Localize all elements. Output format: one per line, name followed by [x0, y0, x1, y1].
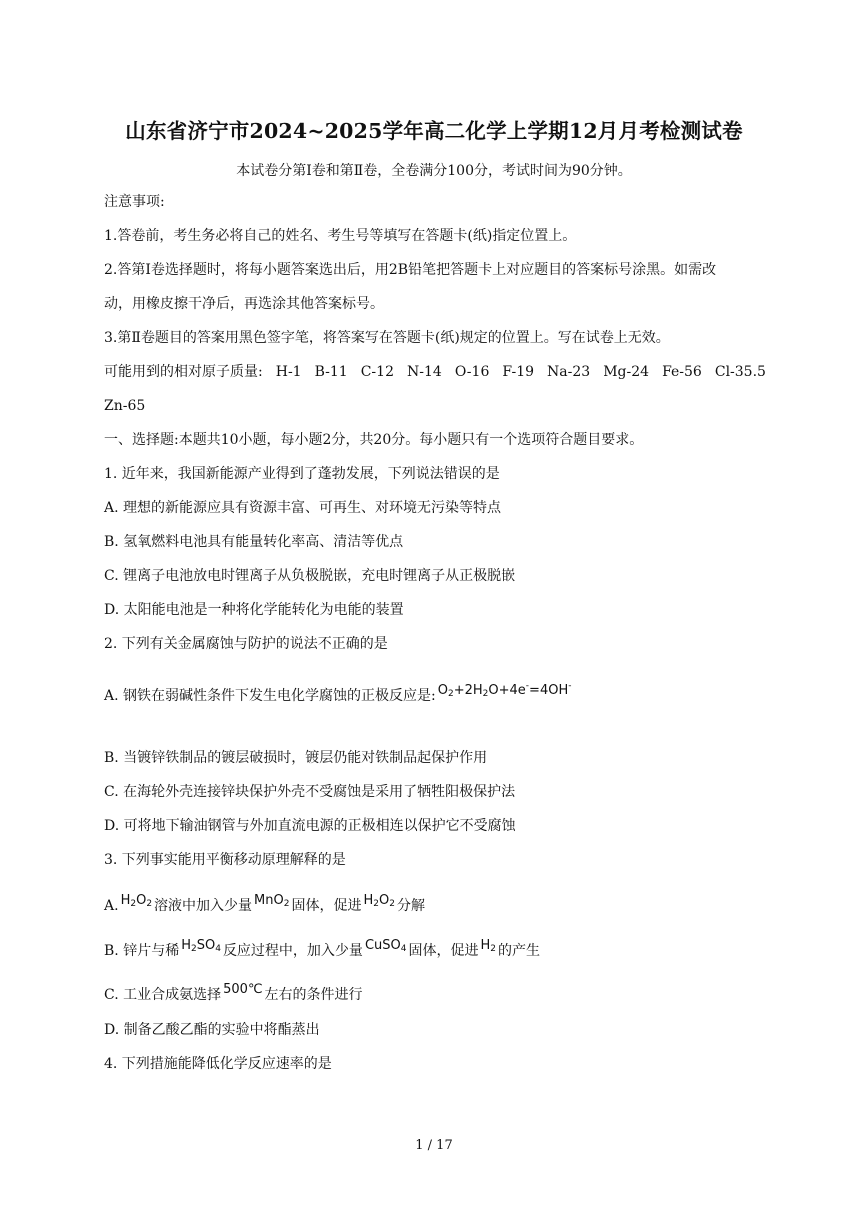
question-2-option-b: B. 当镀锌铁制品的镀层破损时，镀层仍能对铁制品起保护作用: [104, 750, 488, 766]
notice-heading: 注意事项:: [104, 194, 165, 210]
question-1-option-b: B. 氢氧燃料电池具有能量转化率高、清洁等优点: [104, 534, 404, 550]
atomic-mass-item: Fe-56: [662, 364, 702, 380]
question-3-option-c: C. 工业合成氨选择 500℃ 左右的条件进行: [104, 982, 363, 1003]
page-title: 山东省济宁市2024~2025学年高二化学上学期12月月考检测试卷: [125, 119, 743, 143]
atomic-mass-list: [104, 363, 766, 381]
atomic-mass-item: H-1: [275, 364, 302, 380]
atomic-mass-item: Cl-35.5: [714, 364, 766, 380]
question-3-option-a: A. $H_2O_2$ 溶液中加入少量 MnO$_2$ 固体，促进 $H_2O_2$ 分解: [104, 893, 425, 914]
question-3-option-d: D. 制备乙酸乙酯的实验中将酯蒸出: [104, 1022, 320, 1038]
notice-item-1: 1.答卷前，考生务必将自己的姓名、考生号等填写在答题卡(纸)指定位置上。: [104, 228, 577, 244]
formula-h2so4: $H_2SO_4$: [181, 938, 221, 954]
notice-item-2-line-2: 动，用橡皮擦干净后，再选涂其他答案标号。: [104, 296, 384, 312]
temperature-value: 500℃: [223, 982, 263, 997]
formula-h2o2: $H_2O_2$: [363, 893, 395, 909]
atomic-mass-item: Mg-24: [603, 364, 650, 380]
formula-cuso4: CuSO$_4$: [364, 938, 407, 954]
atomic-mass-item: C-12: [360, 364, 394, 380]
atomic-mass-label: 可能用到的相对原子质量:: [104, 364, 263, 380]
question-2-option-c: C. 在海轮外壳连接锌块保护外壳不受腐蚀是采用了牺牲阳极保护法: [104, 784, 516, 800]
atomic-mass-item: F-19: [502, 364, 535, 380]
atomic-mass-item: B-11: [314, 364, 348, 380]
question-2-option-d: D. 可将地下输油钢管与外加直流电源的正极相连以保护它不受腐蚀: [104, 818, 516, 834]
question-3-option-b: B. 锌片与稀 $H_2SO_4$ 反应过程中，加入少量 CuSO$_4$ 固体，促进 $H_2$ 的产生: [104, 938, 540, 959]
question-1-stem: 1. 近年来，我国新能源产业得到了蓬勃发展，下列说法错误的是: [104, 466, 500, 482]
formula-h2o2: $H_2O_2$: [120, 893, 153, 909]
notice-item-3: 3.第Ⅱ卷题目的答案用黑色签字笔，将答案写在答题卡(纸)规定的位置上。写在试卷上无效。: [104, 330, 670, 346]
cathode-reaction-formula: $O_2+2H_2O+4e^-=4OH^-$: [437, 681, 572, 699]
section-1-heading: 一、选择题:本题共10小题，每小题2分，共20分。每小题只有一个选项符合题目要求。: [104, 432, 644, 448]
formula-h2: $H_2$: [480, 938, 496, 954]
question-2-option-a: [104, 683, 573, 709]
question-1-option-d: D. 太阳能电池是一种将化学能转化为电能的装置: [104, 602, 404, 618]
formula-mno2: MnO$_2$: [254, 893, 290, 909]
question-4-stem: 4. 下列措施能降低化学反应速率的是: [104, 1056, 332, 1072]
question-1-option-c: C. 锂离子电池放电时锂离子从负极脱嵌，充电时锂离子从正极脱嵌: [104, 568, 516, 584]
question-1-option-a: A. 理想的新能源应具有资源丰富、可再生、对环境无污染等特点: [104, 500, 502, 516]
atomic-mass-item: Na-23: [547, 364, 591, 380]
page-number: 1 / 17: [415, 1138, 453, 1153]
question-2-option-a-text: A. 钢铁在弱碱性条件下发生电化学腐蚀的正极反应是:: [104, 688, 436, 704]
atomic-mass-item-zn: Zn-65: [104, 398, 146, 414]
atomic-mass-item: N-14: [407, 364, 442, 380]
exam-intro: 本试卷分第Ⅰ卷和第Ⅱ卷，全卷满分100分，考试时间为90分钟。: [236, 163, 632, 179]
question-3-stem: 3. 下列事实能用平衡移动原理解释的是: [104, 852, 346, 868]
atomic-mass-item: O-16: [454, 364, 490, 380]
question-2-stem: 2. 下列有关金属腐蚀与防护的说法不正确的是: [104, 636, 388, 652]
notice-item-2-line-1: 2.答第Ⅰ卷选择题时，将每小题答案选出后，用2B铅笔把答题卡上对应题目的答案标号涂黑。如需改: [104, 262, 717, 278]
